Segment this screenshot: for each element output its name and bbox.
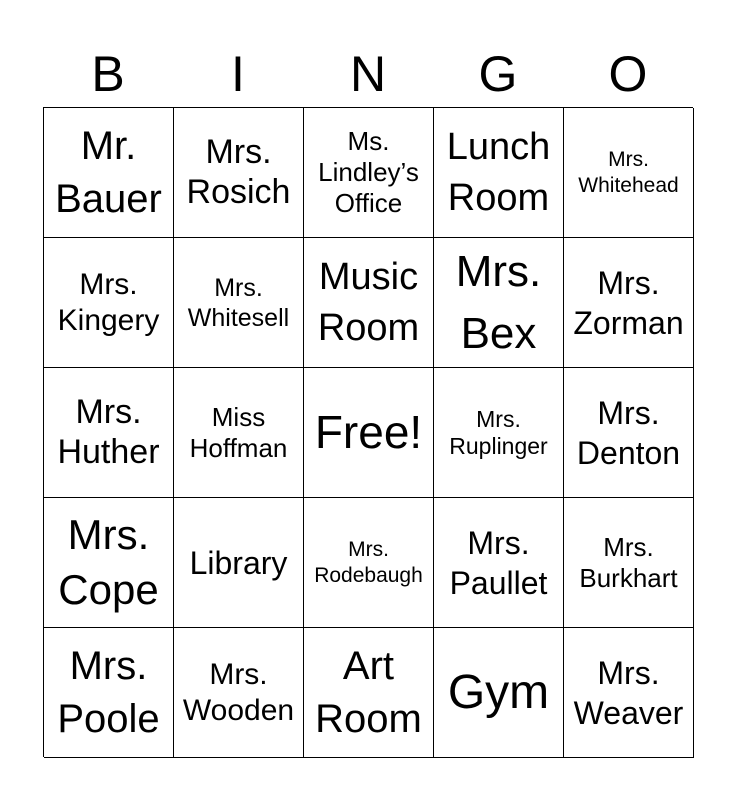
cell-text: Mrs. Whitehead	[578, 148, 679, 197]
bingo-cell	[564, 498, 694, 628]
bingo-cell	[44, 628, 174, 758]
bingo-cell	[174, 628, 304, 758]
cell-text: Music Room	[317, 255, 420, 349]
bingo-cell	[564, 238, 694, 368]
bingo-cell	[174, 498, 304, 628]
bingo-cell	[304, 108, 434, 238]
cell-text: Mrs. Zorman	[573, 264, 684, 341]
cell-text: Library	[189, 544, 288, 581]
cell-text: Mrs. Cope	[58, 510, 159, 613]
bingo-cell	[304, 498, 434, 628]
bingo-cell	[434, 238, 564, 368]
bingo-cell	[434, 108, 564, 238]
cell-text: Mrs. Denton	[576, 394, 681, 471]
cell-text: Mr. Bauer	[55, 123, 162, 221]
cell-text: Miss Hoffman	[189, 401, 288, 463]
cell-text: Mrs. Weaver	[573, 654, 684, 731]
bingo-board	[43, 107, 693, 757]
cell-text: Mrs. Poole	[57, 643, 160, 741]
cell-text: Mrs. Wooden	[182, 657, 295, 727]
bingo-cell	[304, 628, 434, 758]
cell-text: Lunch Room	[446, 125, 551, 219]
bingo-cell	[174, 108, 304, 238]
bingo-cell	[174, 238, 304, 368]
bingo-cell	[304, 368, 434, 498]
cell-text: Mrs. Paullet	[449, 524, 548, 601]
cell-text: Mrs. Rosich	[186, 133, 291, 211]
bingo-cell	[434, 498, 564, 628]
cell-text: Mrs. Ruplinger	[449, 405, 548, 459]
header-letter-b: B	[91, 46, 125, 102]
bingo-cell	[304, 238, 434, 368]
cell-text: Mrs. Huther	[57, 393, 160, 471]
header-letter-g: G	[478, 46, 518, 102]
bingo-cell	[564, 628, 694, 758]
bingo-cell	[174, 368, 304, 498]
cell-text: Art Room	[315, 643, 422, 741]
bingo-cell	[434, 368, 564, 498]
bingo-cell	[44, 368, 174, 498]
bingo-cell	[434, 628, 564, 758]
cell-text: Gym	[447, 665, 550, 719]
bingo-cell	[44, 498, 174, 628]
bingo-cell	[44, 108, 174, 238]
bingo-cell	[44, 238, 174, 368]
header-letter-n: N	[349, 46, 387, 102]
header-letter-o: O	[608, 46, 648, 102]
cell-text: Mrs. Kingery	[57, 267, 160, 337]
bingo-cell	[564, 108, 694, 238]
cell-text: Ms. Lindley’s Office	[318, 126, 419, 218]
bingo-header	[43, 40, 693, 108]
cell-text: Mrs. Whitesell	[187, 273, 290, 332]
cell-text: Mrs. Rodebaugh	[314, 538, 423, 587]
header-letter-i: I	[231, 46, 245, 102]
cell-text: Free!	[314, 405, 423, 458]
bingo-cell	[564, 368, 694, 498]
cell-text: Mrs. Burkhart	[579, 531, 678, 593]
cell-text: Mrs. Bex	[455, 246, 542, 358]
